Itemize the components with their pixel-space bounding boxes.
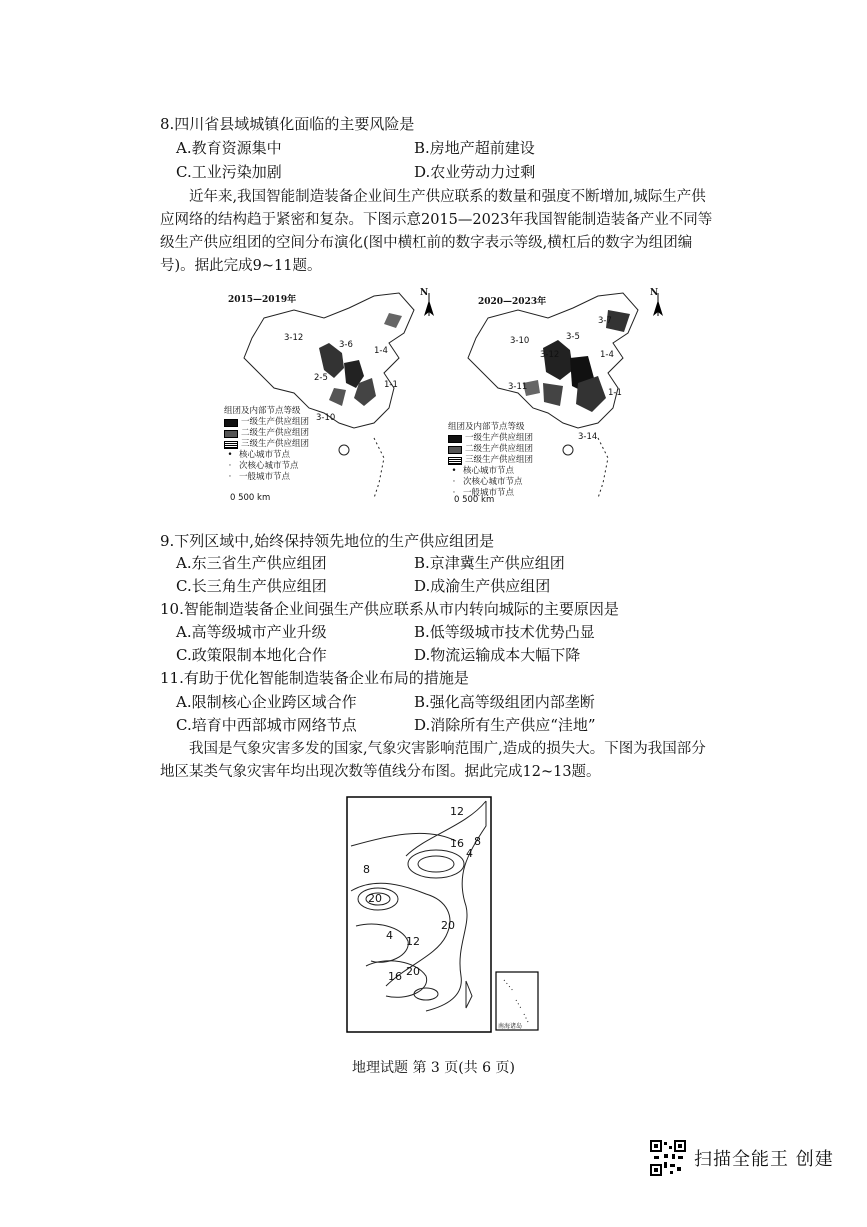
q9-option-b: B.京津冀生产供应组团: [414, 554, 565, 572]
q8-stem: 8.四川省县域城镇化面临的主要风险是: [160, 115, 415, 133]
map2-label: 3-12: [540, 350, 560, 360]
q8-option-d: D.农业劳动力过剩: [414, 163, 536, 181]
legend-item: 一般城市节点: [239, 472, 291, 482]
map2-label: 3-11: [508, 382, 528, 392]
qr-code-icon: [650, 1140, 686, 1176]
contour-label: 20: [406, 965, 420, 978]
map1-north: N: [420, 288, 429, 298]
contour-label: 12: [406, 935, 420, 948]
map-2015-2019: [224, 288, 434, 508]
q10-option-a: A.高等级城市产业升级: [176, 623, 327, 641]
q9-stem: 9.下列区域中,始终保持领先地位的生产供应组团是: [160, 532, 495, 550]
map2-north: N: [650, 288, 659, 298]
q11-option-d: D.消除所有生产供应“洼地”: [414, 716, 596, 734]
page-footer: 地理试题 第 3 页(共 6 页): [352, 1060, 515, 1076]
q11-option-b: B.强化高等级组团内部垄断: [414, 693, 595, 711]
q9-option-a: A.东三省生产供应组团: [176, 554, 327, 572]
legend-item: 二级生产供应组团: [465, 444, 534, 454]
legend-item: 三级生产供应组团: [241, 439, 310, 449]
legend-item: 核心城市节点: [239, 450, 291, 460]
map2-label: 3-10: [510, 336, 530, 346]
contour-label: 8: [474, 835, 481, 848]
map-2020-2023: [448, 288, 668, 508]
contour-map-shape: [346, 796, 542, 1034]
q11-stem: 11.有助于优化智能制造装备企业布局的措施是: [160, 669, 469, 687]
contour-label: 4: [466, 847, 473, 860]
legend-item: 三级生产供应组团: [465, 455, 534, 465]
legend-item: 次核心城市节点: [463, 477, 523, 487]
contour-label: 16: [388, 970, 402, 983]
q8-option-a: A.教育资源集中: [176, 139, 282, 157]
q9-option-d: D.成渝生产供应组团: [414, 577, 551, 595]
intro-paragraph-2: 我国是气象灾害多发的国家,气象灾害影响范围广,造成的损失大。下图为我国部分地区某类气象灾害年均出现次数等值线分布图。据此完成12~13题。: [160, 741, 706, 780]
map1-label: 2-5: [314, 373, 328, 383]
map2-label: 1-4: [600, 350, 614, 360]
contour-label: 20: [441, 919, 455, 932]
q10-option-c: C.政策限制本地化合作: [176, 646, 327, 664]
map1-label: 1-4: [374, 346, 388, 356]
q9-option-c: C.长三角生产供应组团: [176, 577, 327, 595]
legend-item: 一级生产供应组团: [465, 433, 534, 443]
map1-legend: 组团及内部节点等级 一级生产供应组团 二级生产供应组团 三级生产供应组团 • 核心城市节点 · 次核心城市节点 · 一般城市节点: [224, 406, 310, 482]
q10-stem: 10.智能制造装备企业间强生产供应联系从市内转向城际的主要原因是: [160, 600, 619, 618]
map2-scale: 0 500 km: [454, 495, 495, 505]
q8-option-b: B.房地产超前建设: [414, 139, 535, 157]
contour-label: 4: [386, 929, 393, 942]
legend-item: 次核心城市节点: [239, 461, 299, 471]
contour-label: 16: [450, 837, 464, 850]
q10-option-b: B.低等级城市技术优势凸显: [414, 623, 595, 641]
map2-title: 2020—2023年: [478, 297, 547, 307]
legend-title: 组团及内部节点等级: [448, 422, 525, 432]
contour-map: [346, 796, 542, 1034]
legend-item: 一级生产供应组团: [241, 417, 310, 427]
contour-label: 20: [368, 892, 382, 905]
q10-option-d: D.物流运输成本大幅下降: [414, 646, 581, 664]
scanner-watermark: [650, 1140, 834, 1176]
legend-item: 核心城市节点: [463, 466, 515, 476]
contour-label: 8: [363, 863, 370, 876]
map1-label: 3-6: [339, 340, 353, 350]
map1-title: 2015—2019年: [228, 295, 297, 305]
map1-scale: 0 500 km: [230, 493, 271, 503]
map1-label: 3-10: [316, 413, 336, 423]
legend-item: 二级生产供应组团: [241, 428, 310, 438]
map1-label: 1-1: [384, 380, 398, 390]
q8-option-c: C.工业污染加剧: [176, 163, 282, 181]
map2-label: 3-5: [566, 332, 580, 342]
map2-legend: 组团及内部节点等级 一级生产供应组团 二级生产供应组团 三级生产供应组团 • 核心城市节点 · 次核心城市节点 · 一般城市节点: [448, 422, 534, 498]
contour-label: 12: [450, 805, 464, 818]
map1-label: 3-12: [284, 333, 304, 343]
intro-paragraph-1: 近年来,我国智能制造装备企业间生产供应联系的数量和强度不断增加,城际生产供应网络的结构趋于紧密和复杂。下图示意2015—2023年我国智能制造装备产业不同等级生产供应组团的空间分布演化(图中横杠前的数字表示等级,横杠后的数字为组团编号)。据此完成9~11题。: [160, 189, 713, 274]
q11-option-a: A.限制核心企业跨区域合作: [176, 693, 357, 711]
legend-item: 一般城市节点: [463, 488, 515, 498]
map2-label: 3-14: [578, 432, 598, 442]
map2-label: 1-1: [608, 388, 622, 398]
watermark-text: 扫描全能王 创建: [694, 1149, 834, 1170]
legend-title: 组团及内部节点等级: [224, 406, 301, 416]
q11-option-c: C.培育中西部城市网络节点: [176, 716, 357, 734]
map2-label: 3-7: [598, 316, 612, 326]
inset-label: 南海诸岛: [498, 1023, 523, 1030]
